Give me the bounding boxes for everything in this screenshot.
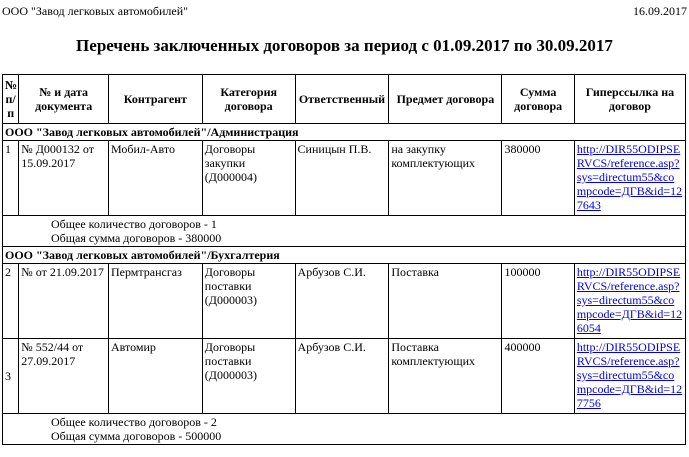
row-amount: 380000 — [502, 141, 574, 216]
row-subject: Поставка — [389, 264, 502, 339]
group-summary-row — [3, 414, 686, 445]
row-amount: 100000 — [502, 264, 574, 339]
row-responsible: Синицын П.В. — [295, 141, 389, 216]
table-row — [3, 141, 686, 216]
report-date: 16.09.2017 — [633, 4, 687, 18]
table-header-row — [3, 75, 686, 124]
report-header — [2, 3, 687, 19]
contracts-table — [2, 74, 686, 445]
row-contractor: Пермтрансгаз — [109, 264, 203, 339]
group-summary-row — [3, 216, 686, 247]
summary-sum: Общая сумма договоров - 500000 — [51, 429, 222, 443]
group-name: ООО "Завод легковых автомобилей"/Администрация — [3, 124, 686, 141]
column-header-contractor: Контрагент — [109, 75, 203, 124]
row-subject: Поставка комплектующих — [389, 339, 502, 414]
contract-link[interactable]: http://DIR55ODIPSERVCS/reference.asp?sys=directum55&compcode=ДГВ&id=127756 — [576, 340, 683, 410]
row-subject: на закупку комплектующих — [389, 141, 502, 216]
row-doc: № от 21.09.2017 — [19, 264, 109, 339]
row-link-cell — [574, 141, 685, 216]
row-doc: № 552/44 от 27.09.2017 — [19, 339, 109, 414]
group-summary — [3, 414, 686, 445]
row-category: Договоры закупки (Д000004) — [202, 141, 295, 216]
row-num: 1 — [3, 141, 19, 216]
group-row — [3, 247, 686, 264]
report-title: Перечень заключенных договоров за период с 01.09.2017 по 30.09.2017 — [76, 36, 613, 55]
summary-sum: Общая сумма договоров - 380000 — [51, 231, 222, 245]
column-header-num: № п/п — [3, 75, 19, 124]
contract-link[interactable]: http://DIR55ODIPSERVCS/reference.asp?sys=directum55&compcode=ДГВ&id=126054 — [576, 265, 683, 335]
row-category: Договоры поставки (Д000003) — [202, 339, 295, 414]
row-category: Договоры поставки (Д000003) — [202, 264, 295, 339]
table-row — [3, 339, 686, 414]
row-responsible: Арбузов С.И. — [295, 339, 389, 414]
row-link-cell — [574, 339, 685, 414]
group-summary — [3, 216, 686, 247]
group-row — [3, 124, 686, 141]
row-link-cell — [574, 264, 685, 339]
row-contractor: Автомир — [109, 339, 203, 414]
row-num: 3 — [3, 339, 19, 414]
row-num: 2 — [3, 264, 19, 339]
row-doc: № Д000132 от 15.09.2017 — [19, 141, 109, 216]
row-responsible: Арбузов С.И. — [295, 264, 389, 339]
column-header-link: Гиперссылка на договор — [574, 75, 685, 124]
company-name: ООО "Завод легковых автомобилей" — [2, 4, 189, 18]
column-header-category: Категория договора — [202, 75, 295, 124]
contract-link[interactable]: http://DIR55ODIPSERVCS/reference.asp?sys=directum55&compcode=ДГВ&id=127643 — [576, 142, 683, 212]
column-header-amount: Сумма договора — [502, 75, 574, 124]
column-header-subject: Предмет договора — [389, 75, 502, 124]
summary-count: Общее количество договоров - 1 — [51, 217, 217, 231]
row-amount: 400000 — [502, 339, 574, 414]
column-header-responsible: Ответственный — [295, 75, 389, 124]
row-contractor: Мобил-Авто — [109, 141, 203, 216]
table-row — [3, 264, 686, 339]
group-name: ООО "Завод легковых автомобилей"/Бухгалтерия — [3, 247, 686, 264]
column-header-doc: № и дата документа — [19, 75, 109, 124]
summary-count: Общее количество договоров - 2 — [51, 415, 217, 429]
